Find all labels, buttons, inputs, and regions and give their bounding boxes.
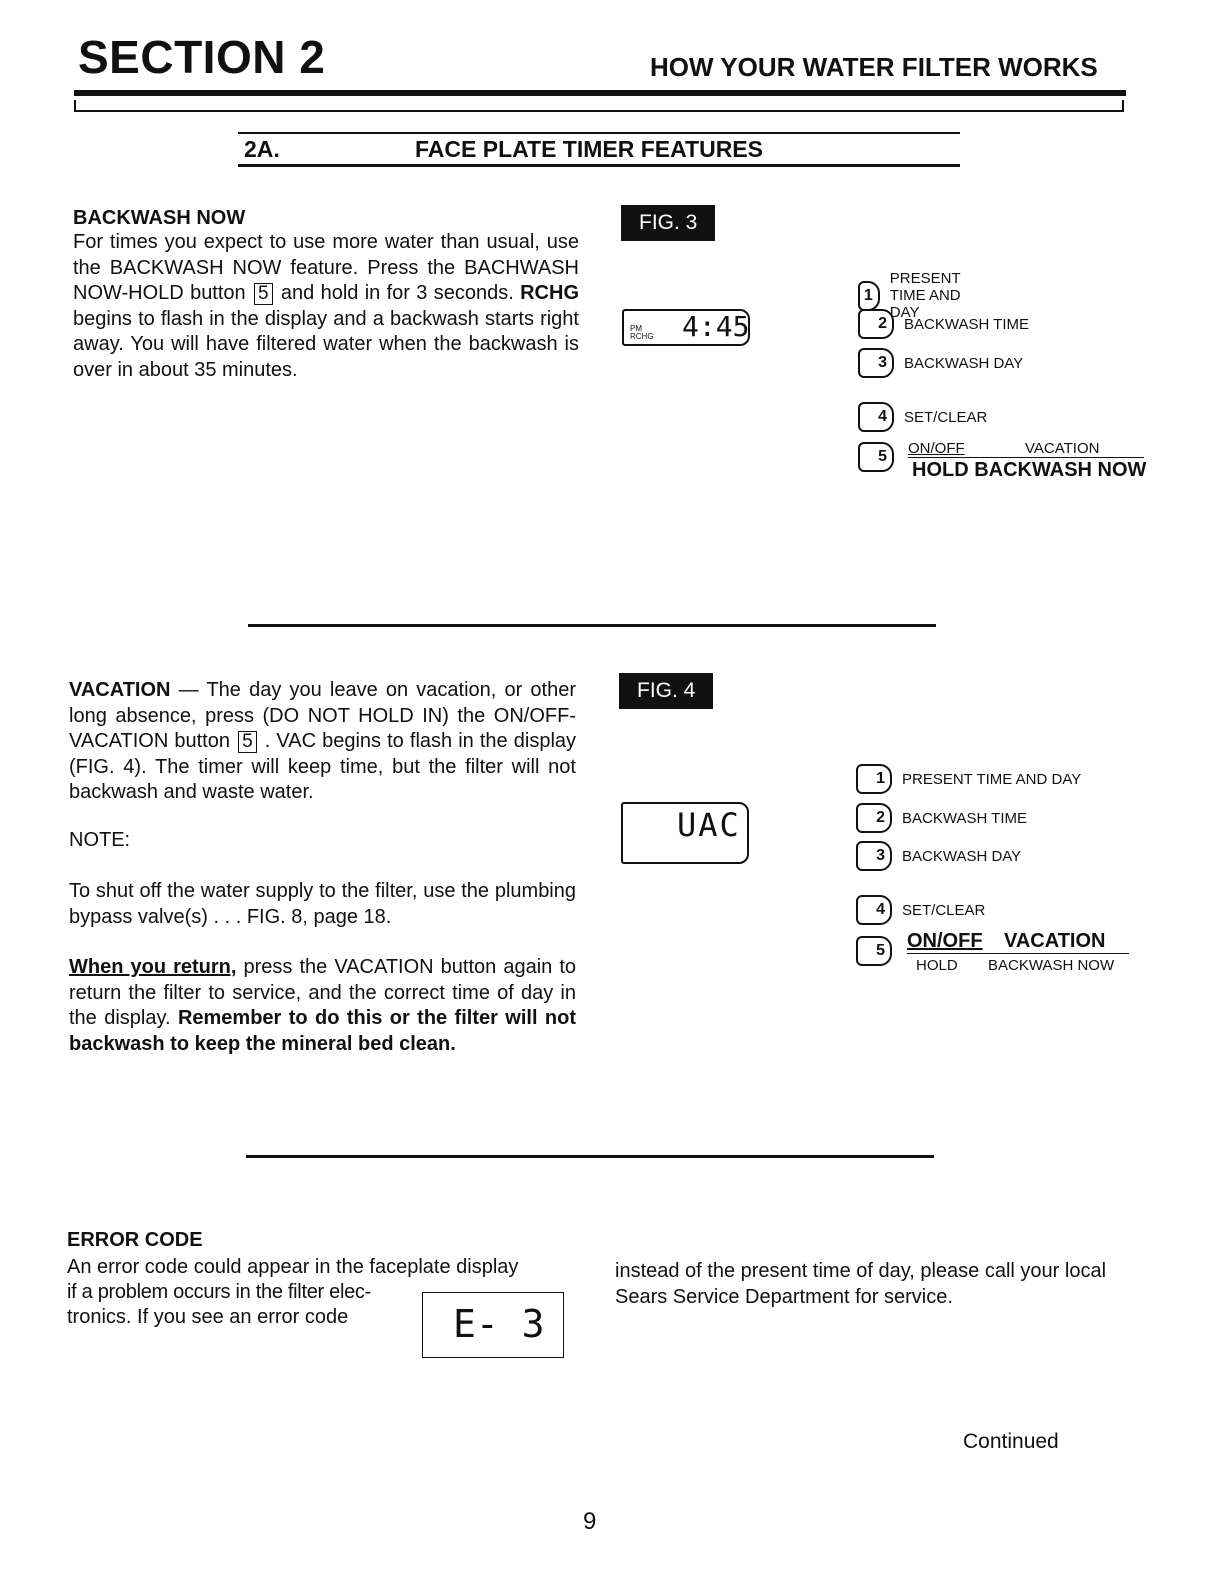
fig4-key-1 — [856, 764, 1081, 794]
vacation-text — [69, 678, 576, 806]
fig3-display-value: 4:45 — [682, 310, 750, 343]
page-number: 9 — [583, 1508, 597, 1535]
button-5-ref: 5 — [254, 283, 273, 305]
vacation-block — [69, 678, 576, 1057]
fig3-key-3-cap: 3 — [858, 348, 894, 378]
subsection-top-rule — [238, 132, 960, 134]
fig3-key-5-onoff: ON/OFF — [908, 440, 965, 457]
fig4-key-2 — [856, 803, 1027, 833]
backwash-now-text-b: and hold in for 3 seconds. — [280, 282, 514, 304]
fig3-key-2-cap: 2 — [858, 309, 894, 339]
rchg-bold: RCHG — [520, 282, 579, 304]
fig4-key-4-label: SET/CLEAR — [902, 901, 986, 919]
fig4-key-1-cap: 1 — [856, 764, 892, 794]
fig3-label: FIG. 3 — [621, 205, 715, 241]
fig4-key-3 — [856, 841, 1021, 871]
fig3-display-pm: PM — [630, 324, 642, 333]
fig3-key-5-bottom: HOLD BACKWASH NOW — [912, 459, 1147, 481]
backwash-now-text-a: For times you expect to use more water than usual, use the BACKWASH NOW feature. Press the BACHWASH NOW-HOLD button — [73, 231, 579, 304]
note-text: To shut off the water supply to the filter, use the plumbing bypass valve(s) . . . FIG. 8, page 18. — [69, 880, 576, 928]
fig3-key-5-vacation: VACATION — [1025, 440, 1100, 457]
fig3-key-5 — [858, 442, 894, 472]
fig3-key-5-cap: 5 — [858, 442, 894, 472]
fig3-key-1-cap: 1 — [858, 281, 880, 311]
fig3-key-3 — [858, 348, 1023, 378]
backwash-now-text-c: begins to flash in the display and a backwash starts right away. You will have filtered water when the backwash is over in about 35 minutes. — [73, 307, 579, 381]
fig4-key-3-label: BACKWASH DAY — [902, 847, 1022, 865]
fig4-key-3-cap: 3 — [856, 841, 892, 871]
return-label: When you return, — [69, 956, 237, 978]
section-title: SECTION 2 — [78, 31, 326, 83]
fig4-key-5-onoff: ON/OFF — [907, 930, 983, 952]
fig4-key-5-cap: 5 — [856, 936, 892, 966]
fig3-key-4-label: SET/CLEAR — [904, 408, 988, 426]
error-code-right-text: instead of the present time of day, please call your local Sears Service Department for service. — [615, 1260, 1107, 1308]
fig3-key-4 — [858, 402, 987, 432]
fig4-key-5-hold: HOLD — [916, 957, 958, 974]
error-code-heading: ERROR CODE — [67, 1229, 203, 1251]
return-bold: Remember to do this or the filter will not backwash to keep the mineral bed clean. — [69, 1007, 577, 1055]
backwash-now-text — [73, 230, 579, 383]
fig4-key-1-label: PRESENT TIME AND DAY — [902, 770, 1082, 788]
fig4-key-2-cap: 2 — [856, 803, 892, 833]
fig4-display — [621, 802, 749, 864]
fig4-key-4-cap: 4 — [856, 895, 892, 925]
return-text-body: press the VACATION button again to return the filter to service, and the correct time of day in the display. — [69, 956, 576, 1029]
fig3-key-2 — [858, 309, 1029, 339]
fig4-key-5-top — [907, 930, 1129, 954]
fig3-display — [622, 309, 750, 346]
fig3-display-rchg: RCHG — [630, 332, 654, 341]
fig3-key-3-label: BACKWASH DAY — [904, 354, 1024, 372]
error-display-value: E- 3 — [453, 1302, 545, 1346]
fig4-key-4 — [856, 895, 985, 925]
fig4-label: FIG. 4 — [619, 673, 713, 709]
note-label: NOTE: — [69, 828, 131, 851]
vacation-bold: VACATION — [69, 679, 171, 701]
backwash-now-block — [73, 207, 579, 383]
fig4-key-5-backwash-now: BACKWASH NOW — [988, 957, 1115, 974]
backwash-now-heading: BACKWASH NOW — [73, 207, 246, 229]
button-5-ref-vacation: 5 — [238, 731, 257, 753]
vacation-text-a: — The day you leave on vacation, or other long absence, press (DO NOT HOLD IN) the ON/OFF-VACATION button — [69, 679, 576, 752]
continued-label: Continued — [963, 1430, 1059, 1453]
fig3-key-4-cap: 4 — [858, 402, 894, 432]
fig3-key-2-label: BACKWASH TIME — [904, 315, 1030, 333]
error-code-line-3: tronics. If you see an error code — [67, 1306, 349, 1328]
divider-1 — [248, 624, 936, 627]
vacation-text-b: . VAC begins to flash in the display (FIG. 4). The timer will keep time, but the filter will not backwash and waste water. — [69, 730, 577, 803]
header-rule — [74, 90, 1126, 96]
fig4-display-value: UAC — [677, 806, 741, 844]
fig3-key-1-label: PRESENT TIME AND DAY — [889, 270, 961, 321]
fig4-key-2-label: BACKWASH TIME — [902, 809, 1028, 827]
divider-2 — [246, 1155, 934, 1158]
error-code-line-1: An error code could appear in the faceplate display — [67, 1256, 519, 1278]
error-display — [422, 1292, 564, 1358]
subsection-number: 2A. — [244, 136, 280, 162]
fig4-key-5 — [856, 936, 892, 966]
fig3-key-5-top — [908, 440, 1144, 458]
header-rule-box — [74, 100, 1124, 112]
error-code-line-2: if a problem occurs in the filter elec- — [67, 1281, 371, 1303]
fig4-key-5-vacation: VACATION — [1004, 930, 1106, 952]
section-subtitle: HOW YOUR WATER FILTER WORKS — [650, 52, 1098, 82]
subsection-title: FACE PLATE TIMER FEATURES — [415, 136, 763, 162]
return-text — [69, 955, 576, 1057]
subsection-bottom-rule — [238, 164, 960, 167]
